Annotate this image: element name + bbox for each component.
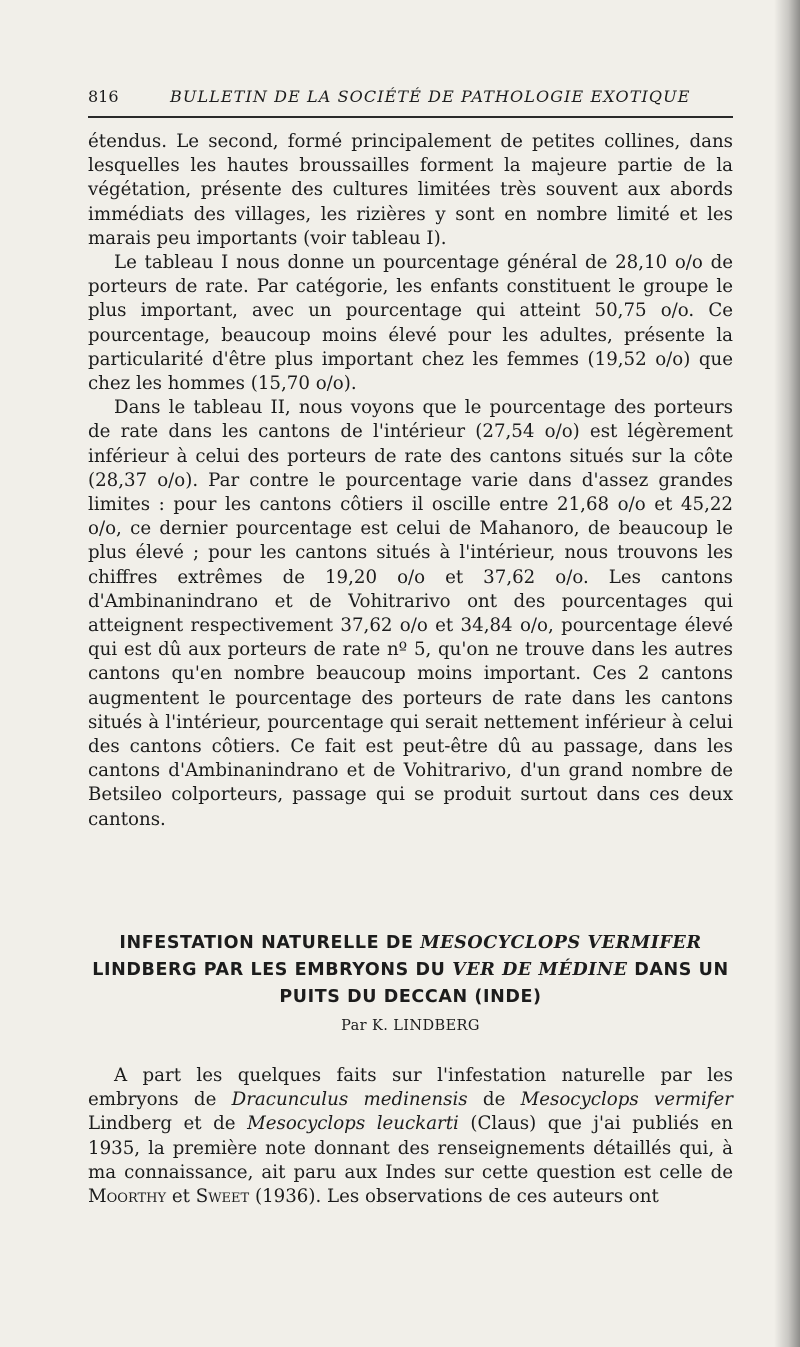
author-name: Sweet — [195, 1186, 250, 1208]
text-run: A part les quelques faits sur l'infestation naturelle par les embryons de — [88, 1065, 733, 1111]
paragraph-3: Dans le tableau II, nous voyons que le pourcentage des porteurs de rate dans les cantons de l'intérieur (27,54 o/o) est légèrement inférieur à celui des porteurs de rate des cantons situés sur la côte (28,37 o/o). Par contre le pourcentage varie dans d'assez grandes limites : pour les cantons côtiers il oscille entre 21,68 o/o et 45,22 o/o, ce dernier pourcentage est celui de Mahanoro, de beaucoup le plus élevé ; pour les cantons situés à l'intérieur, nous trouvons les chiffres extrêmes de 19,20 o/o et 37,62 o/o. Les cantons d'Ambinanindrano et de Vohitrarivo ont des pourcentages qui atteignent respectivement 37,62 o/o et 34,84 o/o, pourcentage élevé qui est dû aux porteurs de rate nº 5, qu'on ne trouve dans les autres cantons qu'en nombre beaucoup moins important. Ces 2 cantons augmentent le pourcentage des porteurs de rate dans les cantons situés à l'intérieur, pourcentage qui serait nettement inférieur à celui des cantons côtiers. Ce fait est peut-être dû au passage, dans les cantons d'Ambinanindrano et de Vohitrarivo, d'un grand nombre de Betsileo colporteurs, passage qui se produit surtout dans ces deux cantons. — [88, 397, 733, 830]
title-part-3: DANS UN PUITS DU DECCAN (INDE) — [279, 960, 729, 1007]
text-run: Lindberg et de — [88, 1113, 248, 1135]
section-continued-text — [88, 130, 733, 832]
text-run: et — [166, 1186, 196, 1208]
article-title — [88, 930, 733, 1011]
title-worm: VER DE MÉDINE — [452, 960, 628, 980]
paragraph-1: étendus. Le second, formé principalement de petites collines, dans lesquelles les hautes broussailles forment la majeure partie de la végétation, présente des cultures limitées très souvent aux abords immédiats des villages, les rizières y sont en nombre limité et les marais peu importants (voir tableau I). — [88, 131, 733, 249]
species-name: Mesocyclops leuckarti — [247, 1113, 459, 1135]
author-name: Moorthy — [88, 1186, 167, 1208]
running-title: BULLETIN DE LA SOCIÉTÉ DE PATHOLOGIE EXOTIQUE — [170, 87, 691, 106]
title-part-2: LINDBERG PAR LES EMBRYONS DU — [92, 960, 453, 980]
title-species: MESOCYCLOPS VERMIFER — [420, 933, 702, 953]
article-body — [88, 1064, 733, 1209]
paragraph-2: Le tableau I nous donne un pourcentage général de 28,10 o/o de porteurs de rate. Par catégorie, les enfants constituent le groupe le plus important, avec un pourcentage qui atteint 50,75 o/o. Ce pourcentage, beaucoup moins élevé pour les adultes, présente la particularité d'être plus important chez les femmes (19,52 o/o) que chez les hommes (15,70 o/o). — [88, 252, 733, 395]
species-name: Dracunculus medinensis — [231, 1089, 468, 1111]
page-edge-shadow — [774, 0, 800, 1347]
text-run: (1936). Les observations de ces auteurs ont — [249, 1186, 659, 1208]
species-name: Mesocyclops vermifer — [520, 1089, 733, 1111]
header-rule — [88, 116, 733, 118]
text-run: de — [467, 1089, 521, 1111]
article-paragraph-1 — [88, 1064, 733, 1209]
title-part-1: INFESTATION NATURELLE DE — [119, 933, 421, 953]
article-byline: Par K. LINDBERG — [341, 1018, 480, 1034]
text-run: (Claus) que j'ai publiés en 1935, la première note donnant des renseignements détaillés qui, à ma connaissance, ait paru aux Indes sur cette question est celle de — [88, 1113, 733, 1183]
page-number: 816 — [88, 87, 119, 106]
